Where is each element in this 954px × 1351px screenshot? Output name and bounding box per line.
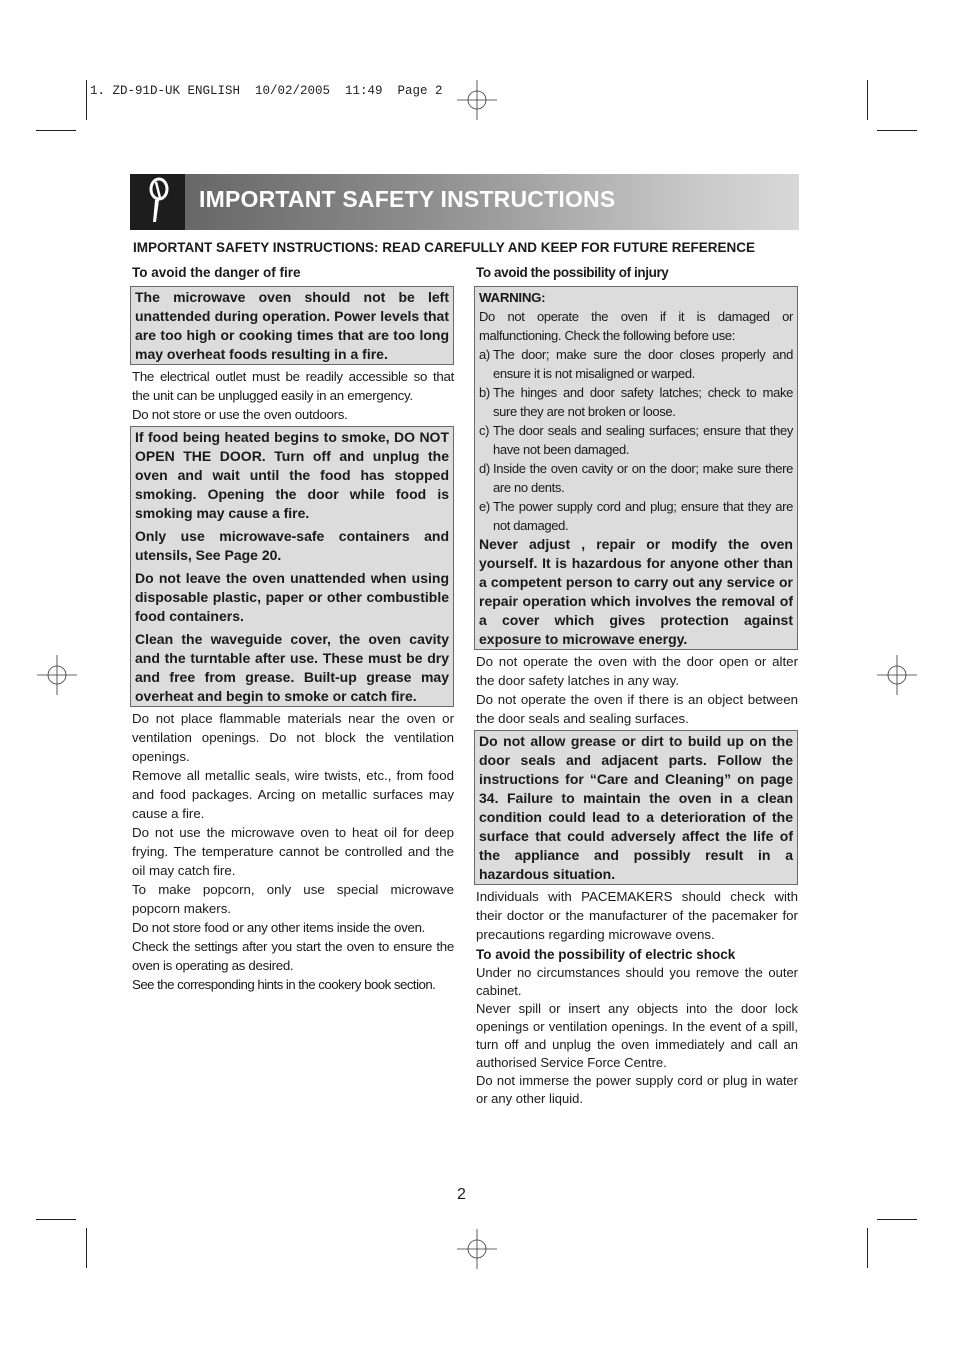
warning-item	[479, 421, 793, 459]
title-banner	[130, 174, 799, 230]
paragraph: Do not place flammable materials near the oven or ventilation openings. Do not block the ventilation openings.	[132, 711, 454, 764]
registration-mark-icon	[877, 655, 917, 695]
page-number: 2	[457, 1186, 466, 1203]
registration-mark-icon	[457, 1229, 497, 1269]
box-text: Do not leave the oven unattended when using disposable plastic, paper or other combustible food containers.	[135, 570, 449, 624]
paragraph: Do not operate the oven with the door open or alter the door safety latches in any way.	[476, 654, 798, 688]
box-text: Only use microwave-safe containers and utensils, See Page 20.	[135, 528, 449, 563]
warning-item	[479, 383, 793, 421]
warning-item	[479, 459, 793, 497]
registration-mark-icon	[37, 655, 77, 695]
item-text: The power supply cord and plug; ensure that they are not damaged.	[493, 499, 793, 533]
paragraph: Do not immerse the power supply cord or plug in water or any other liquid.	[476, 1073, 798, 1106]
section-subheading: IMPORTANT SAFETY INSTRUCTIONS: READ CAREFULLY AND KEEP FOR FUTURE REFERENCE	[133, 240, 756, 255]
shock-heading: To avoid the possibility of electric shock	[476, 947, 736, 962]
crop-mark	[877, 1219, 917, 1220]
registration-mark-icon	[457, 80, 497, 120]
crop-mark	[86, 80, 87, 120]
item-text: The door seals and sealing surfaces; ensure that they have not been damaged.	[493, 423, 793, 457]
paragraph: Do not operate the oven if there is an object between the door seals and sealing surfaces.	[476, 692, 798, 726]
warning-bold-text: Never adjust , repair or modify the oven yourself. It is hazardous for anyone other than a competent person to carry out any service or repair operation which involves the removal of a cover which gives protection against exposure to microwave energy.	[479, 536, 793, 647]
box-text: If food being heated begins to smoke, DO NOT OPEN THE DOOR. Turn off and unplug the oven and wait until the food has stopped smoking. Opening the door while food is smoking may cause a fire.	[135, 429, 449, 521]
box-text: Clean the waveguide cover, the oven cavity and the turntable after use. These must be dry and free from grease. Built-up grease may overheat and begin to smoke or catch fire.	[135, 631, 449, 704]
paragraph: See the corresponding hints in the cookery book section.	[132, 977, 436, 992]
left-column	[132, 264, 454, 994]
crop-mark	[86, 1228, 87, 1268]
paragraph: Remove all metallic seals, wire twists, etc., from food and food packages. Arcing on metallic surfaces may cause a fire.	[132, 768, 454, 821]
warning-box	[474, 286, 798, 650]
crop-mark	[867, 80, 868, 120]
paragraph: The electrical outlet must be readily accessible so that the unit can be unplugged easily in an emergency.	[132, 369, 454, 403]
warning-label: WARNING:	[479, 290, 546, 305]
paragraph: Do not use the microwave oven to heat oil for deep frying. The temperature cannot be controlled and the oil may catch fire.	[132, 825, 454, 878]
paragraph: Check the settings after you start the oven to ensure the oven is operating as desired.	[132, 939, 454, 973]
box-text: The microwave oven should not be left unattended during operation. Power levels that are too high or cooking times that are too long may overheat foods resulting in a fire.	[135, 289, 449, 362]
item-marker: a)	[479, 347, 490, 362]
item-marker: d)	[479, 461, 490, 476]
paragraph: Do not store or use the oven outdoors.	[132, 407, 348, 422]
printer-slug: 1. ZD-91D-UK ENGLISH 10/02/2005 11:49 Page 2	[90, 84, 443, 98]
paragraph: Do not store food or any other items inside the oven.	[132, 920, 426, 935]
right-column	[476, 264, 798, 1108]
box-text: Do not allow grease or dirt to build up on the door seals and adjacent parts. Follow the instructions for “Care and Cleaning” on page 34. Failure to maintain the oven in a clean condition could lead to a deterioration of the surface that could adversely affect the life of the appliance and possibly result in a hazardous situation.	[479, 733, 793, 882]
paragraph: To make popcorn, only use special microwave popcorn makers.	[132, 882, 454, 916]
warning-intro: Do not operate the oven if it is damaged or malfunctioning. Check the following before use:	[479, 309, 793, 343]
paragraph: Under no circumstances should you remove the outer cabinet.	[476, 965, 798, 998]
fire-heading: To avoid the danger of fire	[132, 265, 301, 280]
grease-warning-box	[474, 730, 798, 885]
item-text: The hinges and door safety latches; check to make sure they are not broken or loose.	[493, 385, 793, 419]
fire-warning-box	[130, 286, 454, 365]
paragraph: Individuals with PACEMAKERS should check with their doctor or the manufacturer of the pacemaker for precautions regarding microwave ovens.	[476, 889, 798, 942]
item-marker: c)	[479, 423, 490, 438]
warning-item	[479, 345, 793, 383]
crop-mark	[36, 1219, 76, 1220]
item-marker: e)	[479, 499, 490, 514]
warning-item	[479, 497, 793, 535]
crop-mark	[877, 130, 917, 131]
crop-mark	[36, 130, 76, 131]
smoke-warning-box	[130, 426, 454, 707]
exclamation-pen-icon	[130, 174, 185, 230]
crop-mark	[867, 1228, 868, 1268]
paragraph: Never spill or insert any objects into the door lock openings or ventilation openings. In the event of a spill, turn off and unplug the oven immediately and call an authorised Service Force Centre.	[476, 1001, 798, 1070]
item-text: Inside the oven cavity or on the door; make sure there are no dents.	[493, 461, 793, 495]
item-text: The door; make sure the door closes properly and ensure it is not misaligned or warped.	[493, 347, 793, 381]
page-title: IMPORTANT SAFETY INSTRUCTIONS	[199, 186, 616, 212]
item-marker: b)	[479, 385, 490, 400]
injury-heading: To avoid the possibility of injury	[476, 265, 669, 280]
